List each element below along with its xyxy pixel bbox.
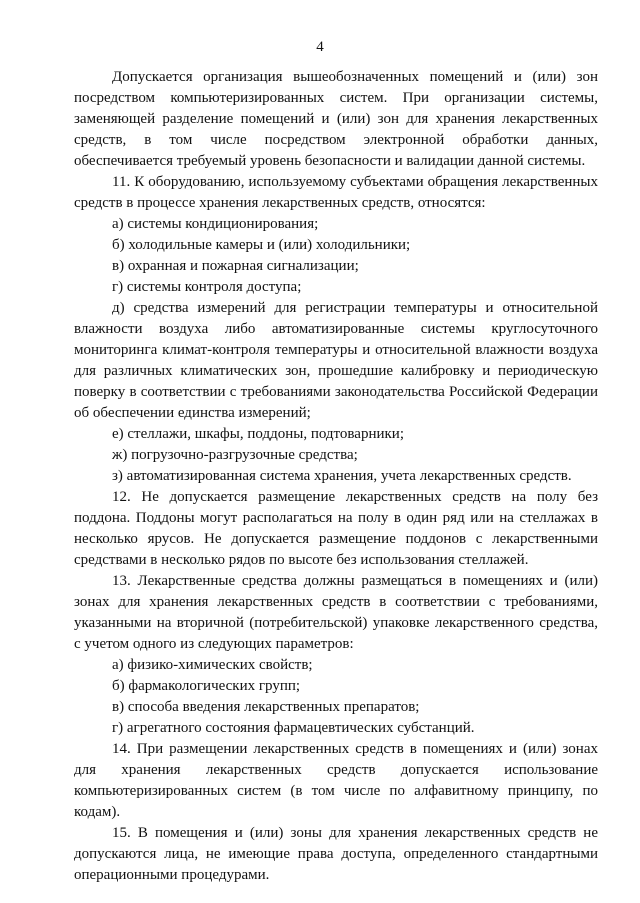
list-item-13-b: б) фармакологических групп;	[112, 678, 301, 694]
list-item-11-d: д) средства измерений для регистрации температуры и относительной влажности воздуха либо автоматизированные системы круглосуточного мониторинга климат-контроля температуры и относительной влажности воздуха для различных климатических зон, прошедшие калибровку и периодическую поверку в соответствии с требованиями законодательства Российской Федерации об обеспечении единства измерений;	[74, 300, 598, 421]
paragraph-15: 15. В помещения и (или) зоны для хранения лекарственных средств не допускаются лица, не имеющие права доступа, определенного стандартными операционными процедурами.	[74, 825, 598, 883]
paragraph-14: 14. При размещении лекарственных средств в помещениях и (или) зонах для хранения лекарственных средств допускается использование компьютеризированных систем (в том числе по алфавитному принципу, по кодам).	[74, 741, 598, 820]
list-item-11-e: е) стеллажи, шкафы, поддоны, подтоварники;	[112, 426, 404, 442]
list-item-13-v: в) способа введения лекарственных препаратов;	[112, 699, 420, 715]
page-number: 4	[316, 39, 324, 55]
list-item-13-g: г) агрегатного состояния фармацевтических субстанций.	[112, 720, 475, 736]
list-item-11-v: в) охранная и пожарная сигнализации;	[112, 258, 359, 274]
list-item-11-a: а) системы кондиционирования;	[112, 216, 319, 232]
body-text	[74, 67, 598, 886]
list-item-11-b: б) холодильные камеры и (или) холодильники;	[112, 237, 411, 253]
list-item-11-z: з) автоматизированная система хранения, учета лекарственных средств.	[112, 468, 572, 484]
paragraph-13: 13. Лекарственные средства должны размещаться в помещениях и (или) зонах для хранения лекарственных средств в соответствии с требованиями, указанными на вторичной (потребительской) упаковке лекарственного средства, с учетом одного из следующих параметров:	[74, 573, 598, 652]
paragraph-12: 12. Не допускается размещение лекарственных средств на полу без поддона. Поддоны могут располагаться на полу в один ряд или на стеллажах в несколько ярусов. Не допускается размещение поддонов с лекарственными средствами в несколько рядов по высоте без использования стеллажей.	[74, 489, 598, 568]
list-item-11-g: г) системы контроля доступа;	[112, 279, 302, 295]
list-item-13-a: а) физико-химических свойств;	[112, 657, 313, 673]
paragraph-intro: Допускается организация вышеобозначенных помещений и (или) зон посредством компьютеризированных систем. При организации системы, заменяющей разделение помещений и (или) зон для хранения лекарственных средств, в том числе посредством электронной обработки данных, обеспечивается требуемый уровень безопасности и валидации данной системы.	[74, 69, 598, 169]
list-item-11-zh: ж) погрузочно-разгрузочные средства;	[112, 447, 358, 463]
paragraph-11: 11. К оборудованию, используемому субъектами обращения лекарственных средств в процессе хранения лекарственных средств, относятся:	[74, 174, 598, 211]
